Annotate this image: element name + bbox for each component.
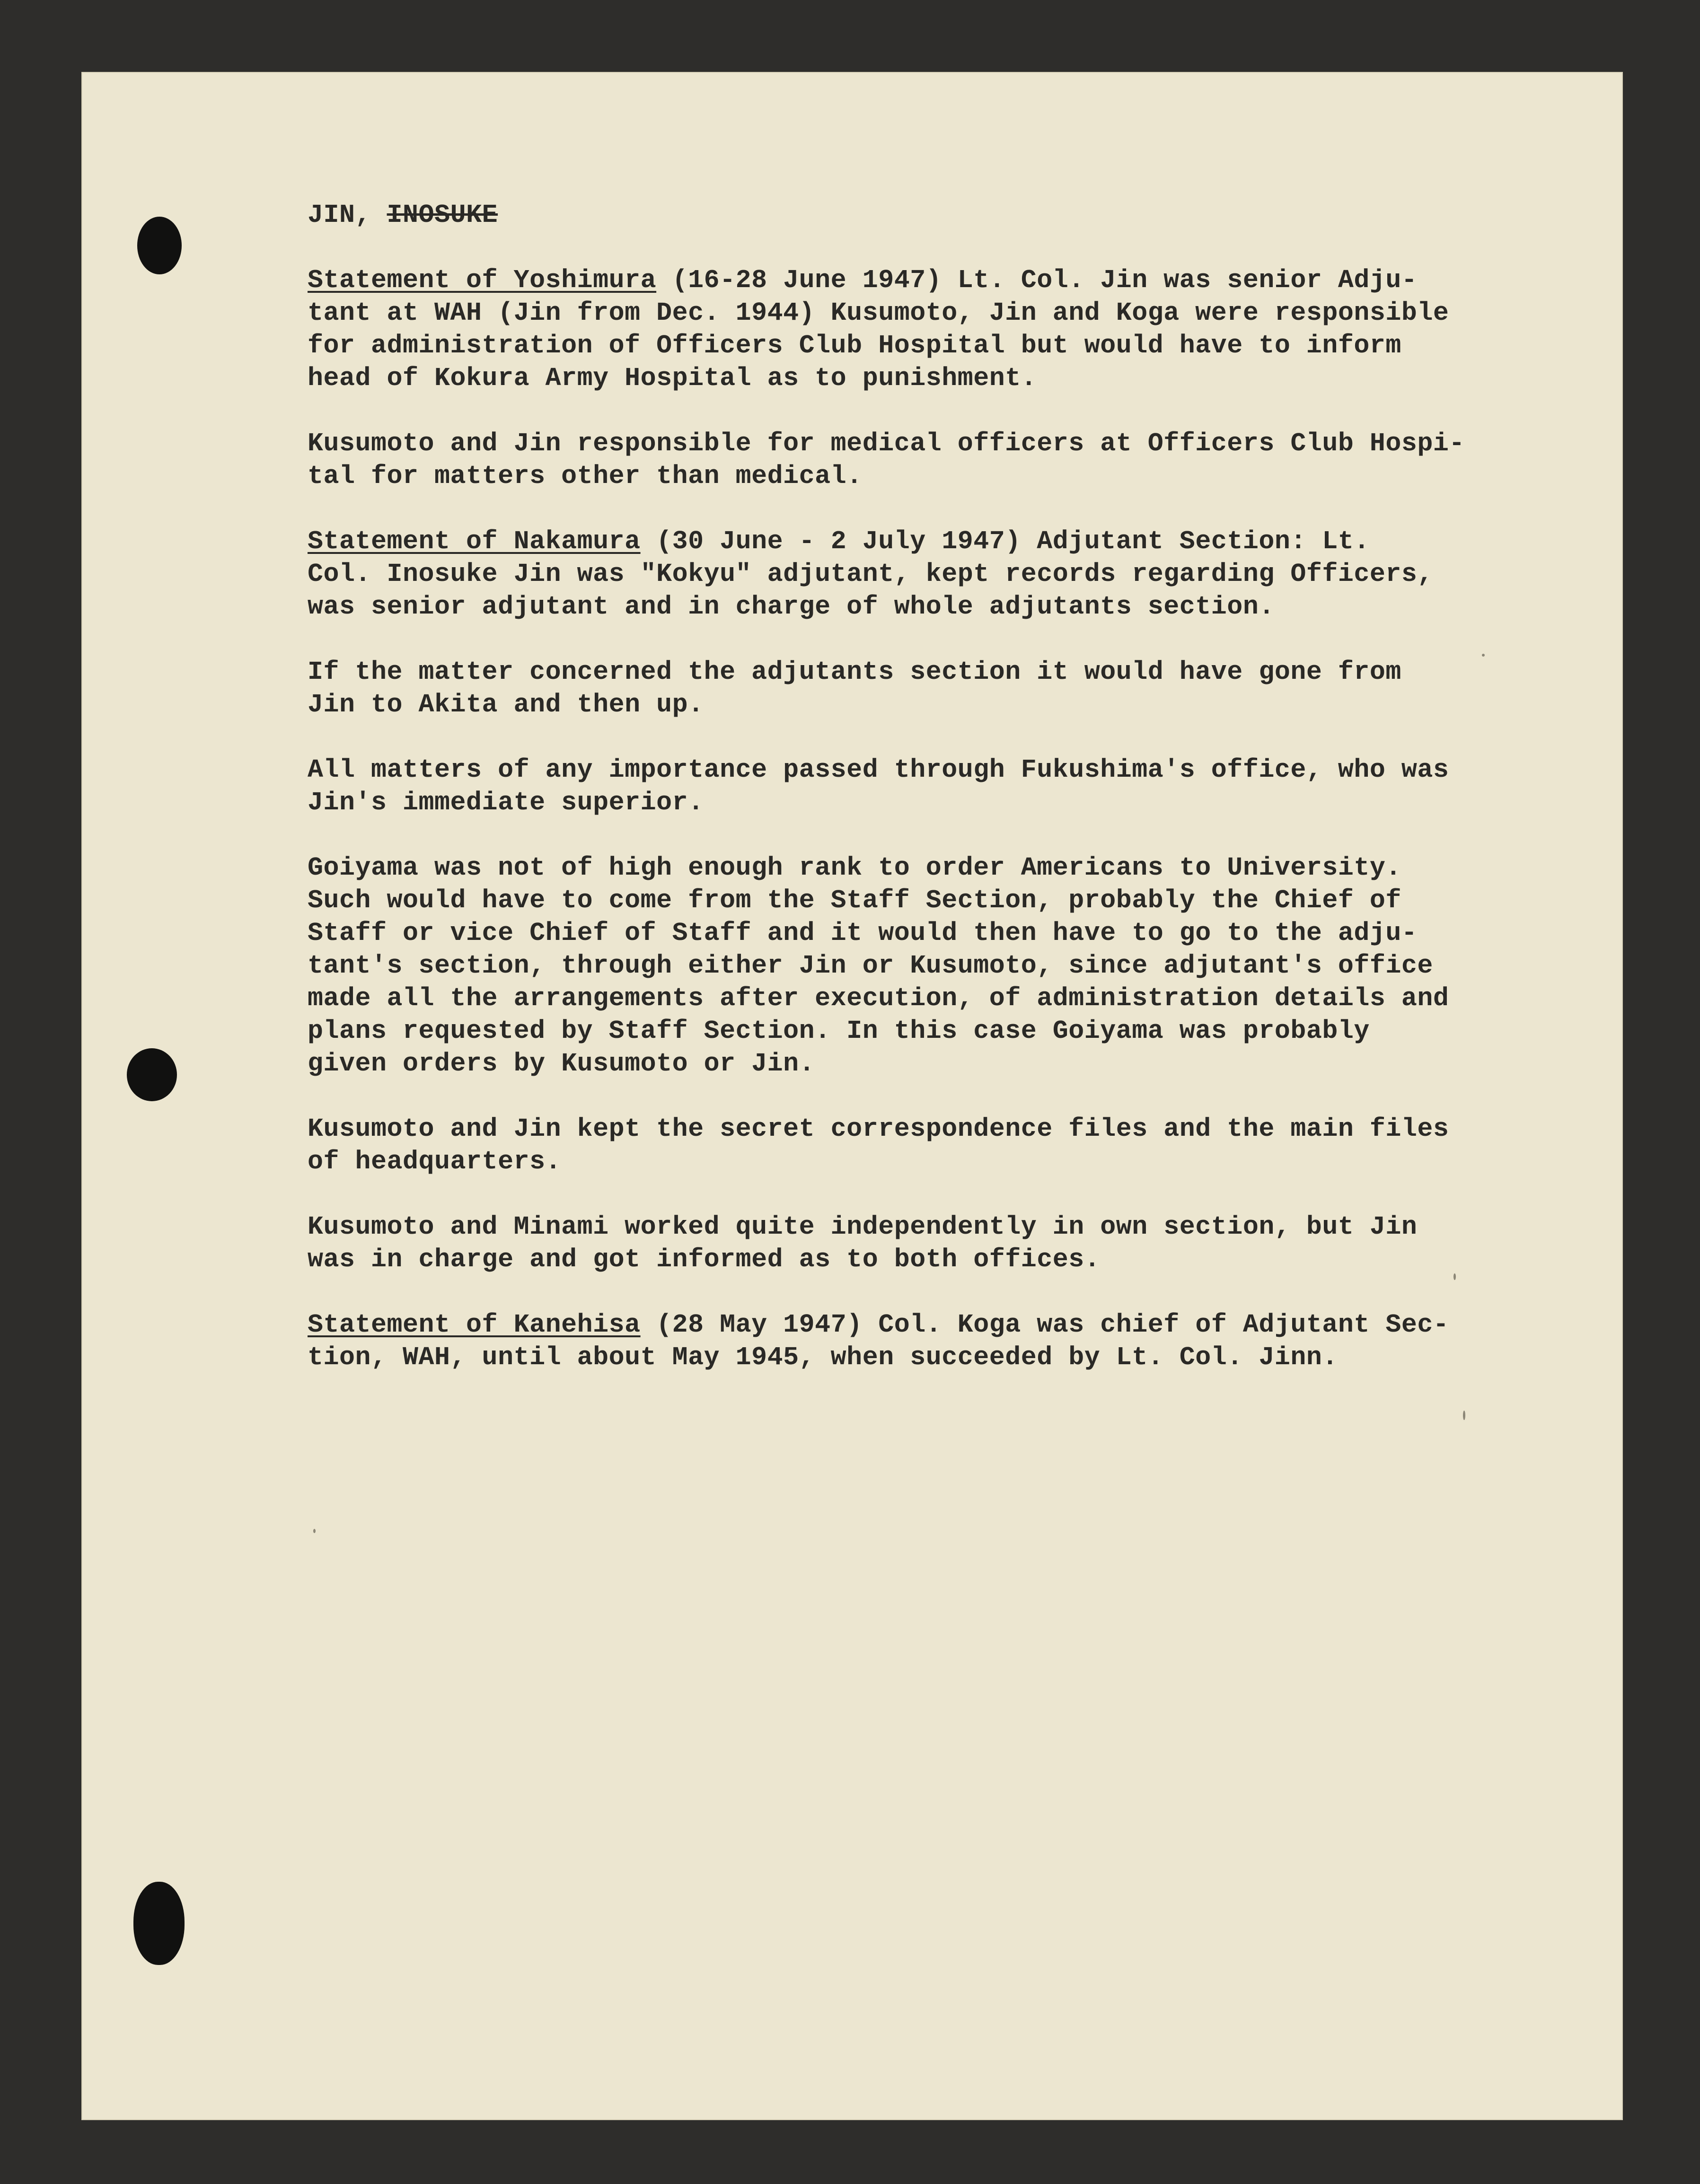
punch-hole-bottom (133, 1882, 185, 1965)
statement-heading: Statement of Kanehisa (308, 1310, 641, 1340)
statement-heading: Statement of Yoshimura (308, 265, 657, 295)
paragraph-yoshimura (308, 264, 1509, 395)
paragraph-text: Goiyama was not of high enough rank to order Americans to University. Such would have to come from the Staff Section, probably the Chief of Staff or vice Chief of Staff and it would then have to go to the adju- tant's section, through either Jin or Kusumoto, since adjutant's office made all the arrangements after execution, of administration details and plans requested by Staff Section. In this case Goiyama was probably given orders by Kusumoto or Jin. (308, 853, 1449, 1079)
paper-speck (313, 1529, 316, 1533)
paragraph (308, 851, 1509, 1080)
paragraph-kanehisa (308, 1308, 1509, 1374)
header-surname: JIN, (308, 200, 371, 230)
statement-heading: Statement of Nakamura (308, 526, 641, 556)
punch-hole-top (137, 217, 182, 274)
paragraph-text: If the matter concerned the adjutants section it would have gone from Jin to Akita and then up. (308, 657, 1401, 719)
punch-hole-middle (127, 1048, 177, 1101)
paragraph-text: (16-28 June 1947) Lt. Col. Jin was senior Adju- tant at WAH (Jin from Dec. 1944) Kusumoto, Jin and Koga were responsible for administration of Officers Club Hospital but would have to inform head of Kokura Army Hospital as to punishment. (308, 265, 1449, 393)
paragraph-text: Kusumoto and Jin kept the secret correspondence files and the main files of headquarters. (308, 1114, 1449, 1176)
paragraph-nakamura (308, 525, 1509, 623)
paragraph (308, 656, 1509, 721)
paragraph (308, 427, 1509, 492)
paragraph-text: Kusumoto and Minami worked quite independently in own section, but Jin was in charge and got informed as to both offices. (308, 1212, 1418, 1274)
document-body (308, 199, 1509, 1406)
header-given-name-struck: INOSUKE (387, 200, 498, 230)
paper-speck (1463, 1411, 1465, 1420)
paragraph-text: (30 June - 2 July 1947) Adjutant Section: Lt. Col. Inosuke Jin was "Kokyu" adjutant, kept records regarding Officers, was senior adjutant and in charge of whole adjutants section. (308, 526, 1433, 622)
paragraph-text: (28 May 1947) Col. Koga was chief of Adjutant Sec- tion, WAH, until about May 1945, when succeeded by Lt. Col. Jinn. (308, 1310, 1449, 1372)
paragraph-text: All matters of any importance passed through Fukushima's office, who was Jin's immediate superior. (308, 755, 1449, 817)
paragraph (308, 1113, 1509, 1178)
paragraph (308, 1210, 1509, 1276)
paragraph-text: Kusumoto and Jin responsible for medical officers at Officers Club Hospi- tal for matters other than medical. (308, 429, 1465, 491)
paragraph (308, 754, 1509, 819)
document-header (308, 199, 1509, 231)
